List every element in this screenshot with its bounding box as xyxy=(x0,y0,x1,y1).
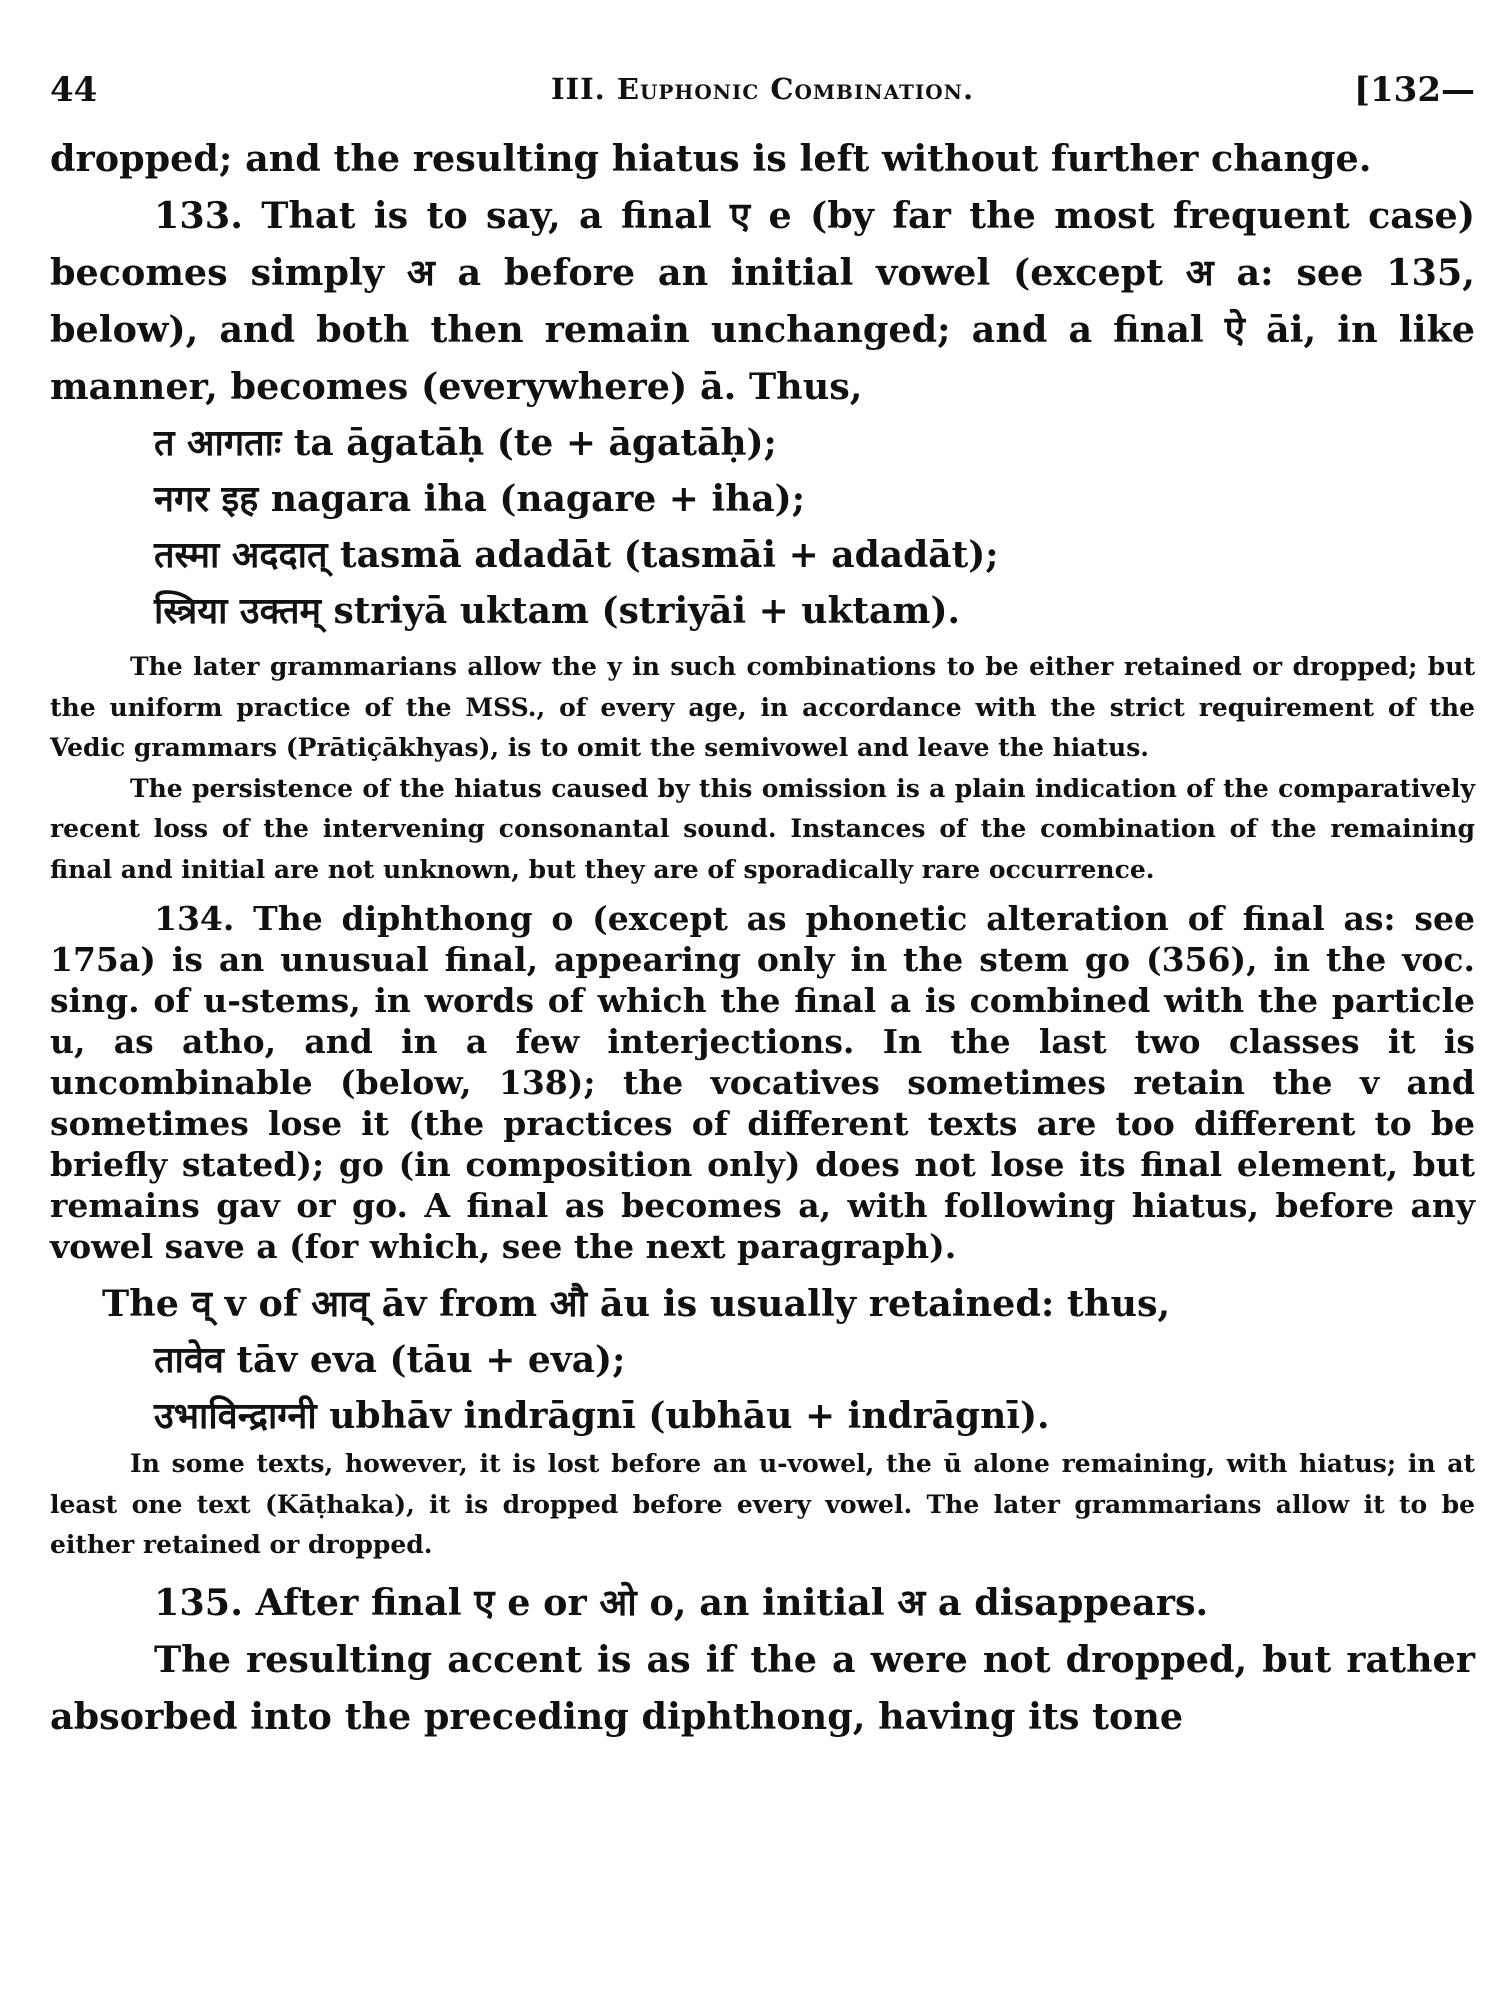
running-header xyxy=(50,70,1475,130)
paragraph: The व् v of आव् āv from औ āu is usually retained: thus, xyxy=(102,1282,1171,1325)
example-line: तावेव tāv eva (tāu + eva); xyxy=(154,1339,626,1381)
section-reference: [132— xyxy=(1353,70,1475,110)
note-paragraph: In some texts, however, it is lost before an u-vowel, the ū alone remaining, with hiatus; in at least one text (Kāṭhaka), it is dropped before every vowel. The later grammarians allow it to be either retained or dropped. xyxy=(50,1449,1475,1559)
example-line: स्त्रिया उक्तम् striyā uktam (striyāi + uktam). xyxy=(154,590,961,632)
note-paragraph: The later grammarians allow the y in such combinations to be either retained or dropped; but the uniform practice of the MSS., of every age, in accordance with the strict requirement of the Vedic grammars (Prātiçākhyas), is to omit the semivowel and leave the hiatus. xyxy=(50,652,1475,762)
section-135: 135. After final ए e or ओ o, an initial अ a disappears. xyxy=(154,1580,1209,1624)
chapter-title: III. Euphonic Combination. xyxy=(550,72,975,106)
example-line: तस्मा अददात् tasmā adadāt (tasmāi + adadāt); xyxy=(154,534,999,576)
section-134: 134. The diphthong o (except as phonetic alteration of final as: see 175a) is an unusual final, appearing only in the stem go (356), in the voc. sing. of u-stems, in words of which the final a is combined with the particle u, as atho, and in a few interjections. In the last two classes it is uncombinable (below, 138); the vocatives sometimes retain the v and sometimes lose it (the practices of different texts are too different to be briefly stated); go (in composition only) does not lose its final element, but remains gav or go. A final as becomes a, with following hiatus, before any vowel save a (for which, see the next paragraph). xyxy=(50,899,1475,1266)
example-line: उभाविन्द्राग्नी ubhāv indrāgnī (ubhāu + indrāgnī). xyxy=(154,1395,1050,1437)
example-line: नगर इह nagara iha (nagare + iha); xyxy=(154,478,805,520)
paragraph: The resulting accent is as if the a were not dropped, but rather absorbed into the preceding diphthong, having its tone xyxy=(50,1637,1475,1738)
page xyxy=(50,70,1475,1745)
section-133: 133. That is to say, a final ए e (by far the most frequent case) becomes simply अ a before an initial vowel (except अ a: see 135, below), and both then remain unchanged; and a final ऐ āi, in like manner, becomes (everywhere) ā. Thus, xyxy=(50,194,1475,408)
example-line: त आगताः ta āgatāḥ (te + āgatāḥ); xyxy=(154,422,777,464)
paragraph-continued: dropped; and the resulting hiatus is left without further change. xyxy=(50,137,1372,180)
page-number: 44 xyxy=(50,70,98,110)
note-paragraph: The persistence of the hiatus caused by this omission is a plain indication of the comparatively recent loss of the intervening consonantal sound. Instances of the combination of the remaining final and initial are not unknown, but they are of sporadically rare occurrence. xyxy=(50,773,1475,884)
